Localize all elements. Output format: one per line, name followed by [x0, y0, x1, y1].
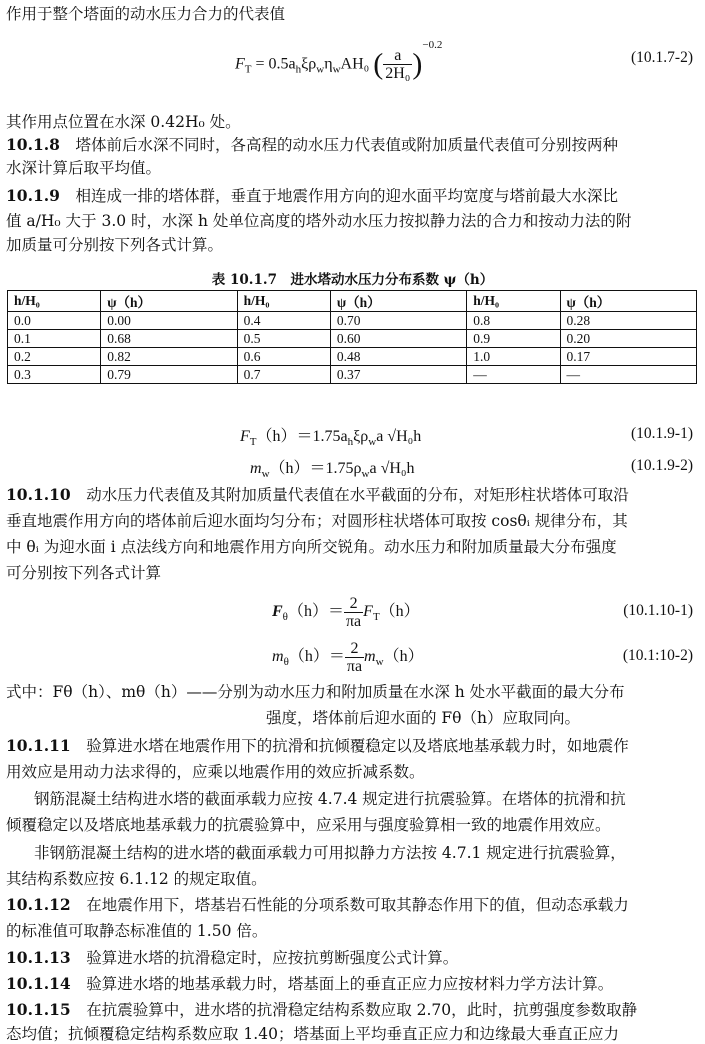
table-cell: — — [467, 366, 560, 384]
table-header-row — [8, 291, 697, 312]
text-line: 非钢筋混凝土结构的进水塔的截面承载力可用拟静力方法按 4.7.1 规定进行抗震验算， — [34, 844, 626, 862]
eq-symbol: m — [250, 460, 262, 477]
eq-symbol: m — [364, 648, 376, 665]
table-caption: 表 10.1.7 进水塔动水压力分布系数 ψ（h） — [211, 272, 494, 288]
table-cell: 0.2 — [8, 348, 101, 366]
eq-term: η — [324, 55, 333, 73]
eq-term: （h） — [383, 648, 424, 665]
eq-symbol: F — [363, 603, 373, 620]
psi-distribution-table — [7, 290, 697, 384]
eq-term: （h） — [379, 603, 420, 620]
equation-number: (10.1.10-1) — [623, 602, 693, 619]
equation-10-1-9-2: $m_w(h)=1.75\rho_wa$ √H₀h — [250, 460, 415, 481]
equation-number: (10.1.9-1) — [631, 425, 693, 442]
eq-fraction: $\frac{2}{\pi a}$ — [345, 594, 362, 630]
table-header: ψ（h） — [560, 291, 697, 312]
eq-term: （h）＝ — [287, 603, 344, 620]
equation-10-1-10-1: $F_\theta(h)=$ $\frac{2}{\pi a}$ $F_T(h)$ — [272, 594, 420, 630]
table-header: h/H₀ — [8, 291, 101, 312]
eq-term: ξρ — [301, 55, 317, 73]
text-line: 的标准值可取静态标准值的 1.50 倍。 — [6, 922, 268, 940]
text-line: 作用于整个塔面的动水压力合力的代表值 — [6, 5, 286, 23]
text-line: 倾覆稳定以及塔底地基承载力的抗震验算中，应采用与强度验算相一致的地震作用效应。 — [6, 816, 611, 834]
table-cell: 0.68 — [101, 330, 237, 348]
eq-fraction: $\frac{a}{\text{2H₀}}$ — [385, 47, 411, 83]
eq-term: ξρ — [353, 428, 369, 445]
eq-fraction: $\frac{2}{\pi a}$ — [346, 639, 363, 675]
table-cell: 1.0 — [467, 348, 560, 366]
table-header: ψ（h） — [330, 291, 466, 312]
table-row — [8, 348, 697, 366]
eq-symbol: F — [240, 428, 250, 445]
text-line: 10.1.14 验算进水塔的地基承载力时，塔基面上的垂直正应力应按材料力学方法计算。 — [6, 974, 614, 993]
table-cell: 0.6 — [237, 348, 330, 366]
table-cell: 0.70 — [330, 312, 466, 330]
eq-term: = 0.5a — [251, 55, 296, 73]
text-line: 态均值；抗倾覆稳定结构系数应取 1.40；塔基面上平均垂直正应力和边缘最大垂直正应力 — [6, 1025, 619, 1043]
eq-term: AH₀ — [340, 55, 370, 73]
table-row — [8, 312, 697, 330]
eq-symbol: F — [235, 55, 245, 73]
text-line: 水深计算后取平均值。 — [6, 159, 162, 177]
text-line: 10.1.9 相连成一排的塔体群，垂直于地震作用方向的迎水面平均宽度与塔前最大水深比 — [6, 186, 618, 205]
table-header: ψ（h） — [101, 291, 237, 312]
text-line: 10.1.11 验算进水塔在地震作用下的抗滑和抗倾覆稳定以及塔底地基承载力时，如地震作 — [6, 736, 629, 755]
table-cell: 0.00 — [101, 312, 237, 330]
equation-number: (10.1.9-2) — [631, 457, 693, 474]
eq-term: （h）＝1.75ρ — [269, 460, 362, 477]
table-cell: 0.48 — [330, 348, 466, 366]
eq-symbol: m — [272, 648, 284, 665]
text-line: 强度，塔体前后迎水面的 Fθ（h）应取同向。 — [266, 709, 580, 727]
text-line: 式中：Fθ（h）、mθ（h）——分别为动水压力和附加质量在水深 h 处水平截面的最大分布 — [6, 683, 625, 701]
eq-term: a √H₀h — [376, 428, 422, 445]
table-cell: 0.8 — [467, 312, 560, 330]
text-line: 10.1.15 在抗震验算中，进水塔的抗滑稳定结构系数应取 2.70，此时，抗剪强度参数取静 — [6, 1000, 638, 1019]
eq-term: （h）＝1.75a — [256, 428, 348, 445]
text-line: 加质量可分别按下列各式计算。 — [6, 236, 224, 254]
text-line: 中 θᵢ 为迎水面 i 点法线方向和地震作用方向所交锐角。动水压力和附加质量最大分布强度 — [6, 538, 617, 556]
table-cell: 0.20 — [560, 330, 697, 348]
table-header: h/H₀ — [237, 291, 330, 312]
text-line: 值 a/H₀ 大于 3.0 时，水深 h 处单位高度的塔外动水压力按拟静力法的合力和按动力法的附 — [6, 212, 632, 230]
text-line: 10.1.10 动水压力代表值及其附加质量代表值在水平截面的分布，对矩形柱状塔体可取沿 — [6, 485, 629, 504]
text-line: 10.1.12 在地震作用下，塔基岩石性能的分项系数可取其静态作用下的值，但动态承载力 — [6, 895, 629, 914]
text-line: 可分别按下列各式计算 — [6, 564, 162, 582]
eq-symbol: F — [272, 603, 283, 620]
text-line: 其作用点位置在水深 0.42H₀ 处。 — [6, 113, 241, 131]
table-cell: 0.79 — [101, 366, 237, 384]
table-cell: 0.4 — [237, 312, 330, 330]
eq-term: （h）＝ — [288, 648, 345, 665]
text-line: 10.1.13 验算进水塔的抗滑稳定时，应按抗剪断强度公式计算。 — [6, 948, 459, 967]
table-cell: 0.9 — [467, 330, 560, 348]
table-cell: 0.1 — [8, 330, 101, 348]
table-cell: 0.17 — [560, 348, 697, 366]
text-line: 10.1.8 塔体前后水深不同时，各高程的动水压力代表值或附加质量代表值可分别按两种 — [6, 135, 618, 154]
equation-10-1-9-1: $F_T(h)=1.75a_h\xi\rho_wa$ √H₀h — [240, 428, 422, 449]
eq-exponent: −0.2 — [422, 39, 443, 51]
table-cell: — — [560, 366, 697, 384]
table-row — [8, 366, 697, 384]
table-cell: 0.60 — [330, 330, 466, 348]
text-line: 垂直地震作用方向的塔体前后迎水面均匀分布；对圆形柱状塔体可取按 cosθᵢ 规律分布，其 — [6, 512, 628, 530]
equation-number: (10.1.7-2) — [631, 49, 693, 66]
table-cell: 0.37 — [330, 366, 466, 384]
eq-term: a √H₀h — [369, 460, 415, 477]
table-cell: 0.7 — [237, 366, 330, 384]
table-cell: 0.3 — [8, 366, 101, 384]
table-cell: 0.82 — [101, 348, 237, 366]
table-header: h/H₀ — [467, 291, 560, 312]
equation-10-1-10-2: $m_\theta(h)=$ $\frac{2}{\pi a}$ $m_w(h)$ — [272, 639, 424, 675]
eq-subscript: T — [244, 63, 252, 76]
text-line: 用效应是用动力法求得的，应乘以地震作用的效应折减系数。 — [6, 763, 425, 781]
table-cell: 0.0 — [8, 312, 101, 330]
table-row — [8, 330, 697, 348]
text-line: 其结构系数应按 6.1.12 的规定取值。 — [6, 870, 267, 888]
equation-10-1-7-2: $F_T = 0.5a_h\xi\rho_w\eta_wAH_0$ ( $\frac{a}{\text{2H₀}}$ )$^{-0.2}$ — [235, 39, 443, 83]
equation-number: (10.1:10-2) — [622, 647, 693, 664]
table-cell: 0.28 — [560, 312, 697, 330]
table-cell: 0.5 — [237, 330, 330, 348]
text-line: 钢筋混凝土结构进水塔的截面承载力应按 4.7.4 规定进行抗震验算。在塔体的抗滑和抗 — [34, 790, 626, 808]
